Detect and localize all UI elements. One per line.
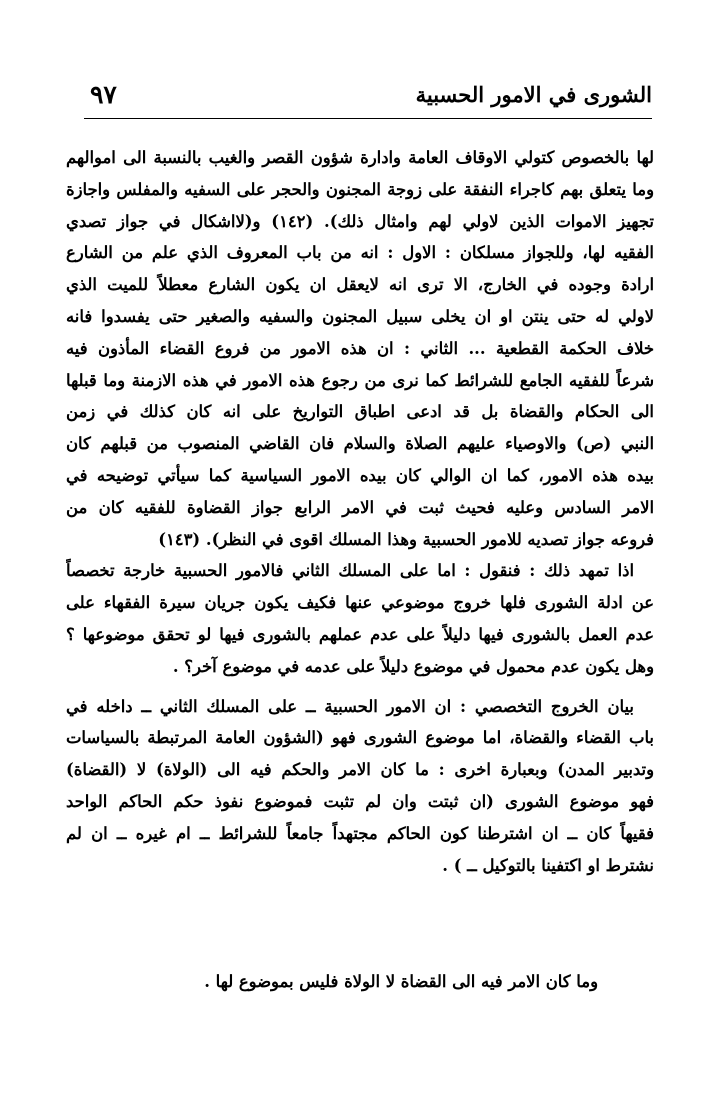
text-line: الفقيه لها، وللجواز مسلكان : الاول : انه من باب المعروف الذي علم من الشارع bbox=[66, 243, 654, 263]
text-line: بيده هذه الامور، كما ان الوالي كان بيده الامور السياسية كما سيأتي توضيحه في bbox=[66, 465, 654, 485]
text-line: خلاف الحكمة القطعية ... الثاني : ان هذه الامور من فروع القضاء المأذون فيه bbox=[66, 338, 654, 358]
text-line: لها بالخصوص كتولي الاوقاف العامة وادارة شؤون القصر والغيب بالنسبة الى اموالهم bbox=[66, 148, 654, 167]
text-line: وهل يكون عدم محمول في موضوع دليلاً على عدمه في موضوع آخر؟ . bbox=[172, 656, 654, 676]
text-line: تجهيز الاموات الذين لاولي لهم وامثال ذلك). (١٤٢) و(لااشكال في جواز تصدي bbox=[66, 211, 654, 231]
text-line: الامر السادس وعليه فحيث ثبت في الامر الرابع جواز القضاوة للفقيه كان من bbox=[66, 497, 654, 517]
text-line: ارادة وجوده في الخارج، الا ترى انه لايعقل ان يكون الشارع معطلاً للميت الذي bbox=[66, 275, 654, 295]
text-line: وتدبير المدن) وبعبارة اخرى : ما كان الامر والحكم فيه الى (الولاة) لا (القضاة) bbox=[66, 760, 654, 780]
paragraph-gap bbox=[66, 683, 654, 691]
text-line: وما يتعلق بهم كاجراء النفقة على زوجة المجنون والحجر على السفيه والمفلس واجازة bbox=[66, 179, 654, 199]
text-line: شرعاً للفقيه الجامع للشرائط كما نرى من رجوع هذه الامور في هذه الازمنة وما قبلها bbox=[66, 370, 654, 390]
text-line: فقيهاً كان ــ ان اشترطنا كون الحاكم مجتهداً جامعاً للشرائط ــ ام غيره ــ ان لم bbox=[66, 823, 654, 843]
text-line: فروعه جواز تصديه للامور الحسبية وهذا المسلك اقوى في النظر). (١٤٣) bbox=[158, 529, 654, 549]
page-header bbox=[84, 78, 652, 119]
text-line: اذا تمهد ذلك : فنقول : اما على المسلك الثاني فالامور الحسبية خارجة تخصصاً bbox=[66, 561, 634, 581]
text-line: النبي (ص) والاوصياء عليهم الصلاة والسلام فان القاضي المنصوب من قبلهم كان bbox=[66, 434, 654, 454]
text-line: بيان الخروج التخصصي : ان الامور الحسبية ــ على المسلك الثاني ــ داخله في bbox=[66, 696, 634, 716]
paragraph-2 bbox=[66, 555, 654, 682]
text-line: عن ادلة الشورى فلها خروج موضوعي عنها فكيف يكون جريان سيرة الفقهاء على bbox=[66, 593, 654, 613]
text-line: فهو موضوع الشورى (ان ثبتت وان لم تثبت فموضوع نفوذ حكم الحاكم الواحد bbox=[66, 791, 654, 811]
running-title: الشورى في الامور الحسبية bbox=[415, 82, 652, 107]
text-line: عدم العمل بالشورى فيها دليلاً على عدم عملهم بالشورى فيها لو تحقق موضوعها ؟ bbox=[66, 624, 654, 644]
text-line: الى الحكام والقضاة بل قد ادعى اطباق التواريخ على انه كان كذلك في زمن bbox=[66, 402, 654, 422]
text-line: باب القضاء والقضاة، اما موضوع الشورى فهو (الشؤون العامة المرتبطة بالسياسات bbox=[66, 728, 654, 748]
page-number: ٩٧ bbox=[90, 80, 117, 109]
closing-line: وما كان الامر فيه الى القضاة لا الولاة فليس بموضوع لها . bbox=[204, 972, 598, 991]
text-line: نشترط او اكتفينا بالتوكيل ــ ) . bbox=[442, 855, 654, 875]
paragraph-3 bbox=[66, 691, 654, 882]
paragraph-1 bbox=[66, 142, 654, 555]
body-text bbox=[66, 142, 654, 881]
text-line: لاولي له حتى ينتن او ان يخلى سبيل المجنون والسفيه والصغير حتى يفسدوا فانه bbox=[66, 306, 654, 326]
